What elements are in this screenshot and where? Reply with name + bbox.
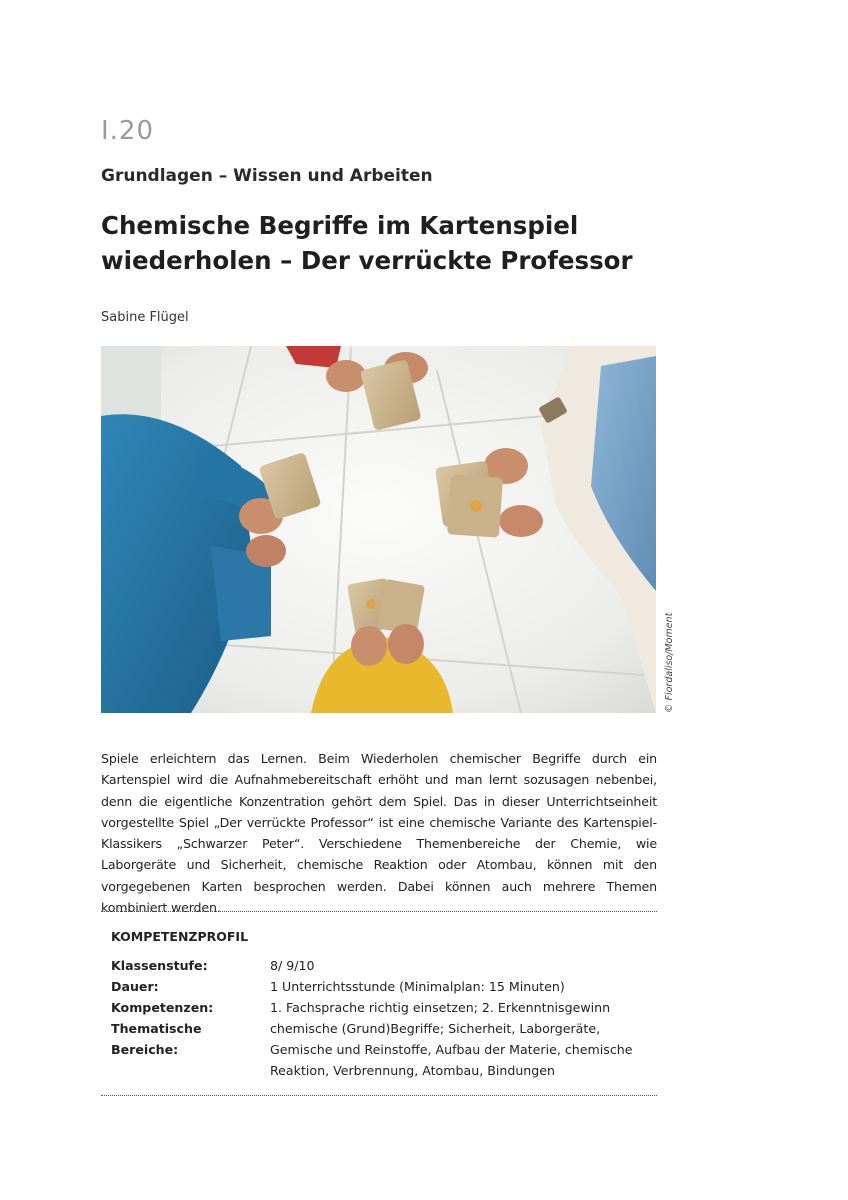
section-kicker: Grundlagen – Wissen und Arbeiten: [101, 166, 433, 186]
profile-row: [111, 997, 656, 1018]
profile-divider-bottom: [101, 1095, 657, 1096]
title-line-2: wiederholen – Der verrückte Professor: [101, 246, 633, 275]
profile-label: Kompetenzen:: [111, 1000, 214, 1015]
chapter-number: I.20: [101, 116, 155, 146]
profile-label: Thematische Bereiche:: [111, 1021, 202, 1057]
photo-credit: © Fiordaliso/Moment: [664, 612, 675, 713]
profile-heading: KOMPETENZPROFIL: [111, 929, 249, 944]
profile-label: Dauer:: [111, 979, 159, 994]
profile-row: [111, 955, 656, 976]
competence-profile: [111, 955, 656, 1081]
title-line-1: Chemische Begriffe im Kartenspiel: [101, 211, 579, 240]
profile-label: Klassenstufe:: [111, 958, 208, 973]
profile-divider-top: [101, 911, 657, 912]
intro-paragraph: Spiele erleichtern das Lernen. Beim Wiederholen chemischer Begriffe durch ein Kartenspiel wird die Aufnahmebereitschaft erhöht und man lernt sozusagen nebenbei, denn die eigentliche Konzentration gehört dem Spiel. Das in dieser Unterrichtseinheit vorgestellte Spiel „Der verrückte Professor“ ist eine chemische Variante des Kartenspiel-Klassikers „Schwarzer Peter“. Verschiedene Themenbereiche der Chemie, wie Laborgeräte und Sicherheit, chemische Reaktion oder Atombau, können mit den vorgegebenen Karten besprochen werden. Dabei können auch mehrere Themen kombiniert werden.: [101, 751, 657, 916]
author-name: Sabine Flügel: [101, 310, 189, 325]
profile-row: [111, 976, 656, 997]
profile-value: 1. Fachsprache richtig einsetzen; 2. Erkenntnisgewinn: [270, 1000, 611, 1015]
profile-value: 8/ 9/10: [270, 958, 315, 973]
profile-row: [111, 1018, 656, 1081]
cover-photo: [101, 346, 656, 713]
profile-value: chemische (Grund)Begriffe; Sicherheit, Laborgeräte, Gemische und Reinstoffe, Aufbau der Materie, chemische Reaktion, Verbrennung, Atombau, Bindungen: [270, 1021, 633, 1078]
profile-value: 1 Unterrichtsstunde (Minimalplan: 15 Minuten): [270, 979, 565, 994]
page-title: [101, 208, 701, 278]
